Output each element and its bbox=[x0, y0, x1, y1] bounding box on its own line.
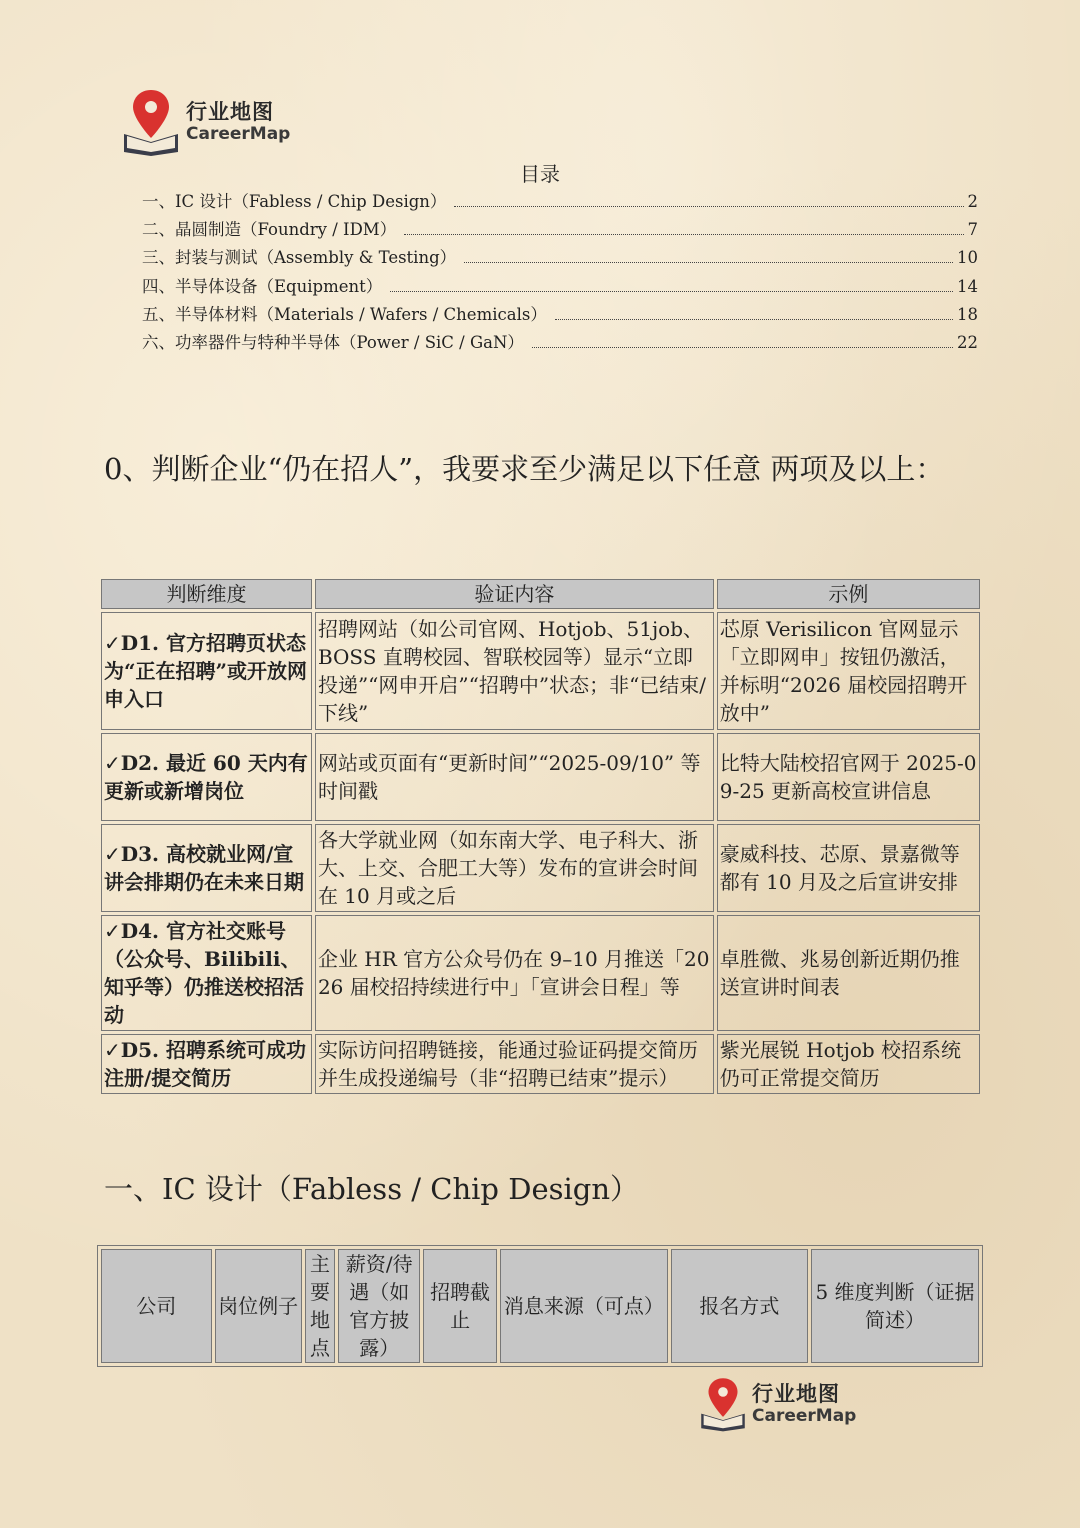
toc-item-page: 2 bbox=[967, 192, 978, 211]
section0-heading: 0、判断企业“仍在招人”，我要求至少满足以下任意 两项及以上： bbox=[104, 452, 945, 486]
toc-item-label: 一、IC 设计（Fabless / Chip Design） bbox=[142, 192, 447, 211]
dimension-cell bbox=[101, 824, 312, 912]
example-cell: 紫光展锐 Hotjob 校招系统仍可正常提交简历 bbox=[717, 1034, 980, 1094]
toc-item-page: 18 bbox=[957, 304, 978, 324]
dimension-cell bbox=[101, 915, 312, 1031]
example-cell: 比特大陆校招官网于 2025-09-25 更新高校宣讲信息 bbox=[717, 733, 980, 821]
logo-cn-text: 行业地图 bbox=[186, 100, 274, 124]
logo-en-text: CareerMap bbox=[186, 124, 291, 144]
toc-item[interactable] bbox=[142, 329, 978, 357]
toc-item[interactable] bbox=[142, 216, 978, 244]
toc-item[interactable] bbox=[142, 188, 978, 216]
content-cell: 实际访问招聘链接，能通过验证码提交简历并生成投递编号（非“招聘已结束”提示） bbox=[315, 1034, 714, 1094]
toc-item-label: 四、半导体设备（Equipment） bbox=[142, 276, 383, 296]
column-header: 公司 bbox=[101, 1249, 212, 1363]
example-cell: 卓胜微、兆易创新近期仍推送宣讲时间表 bbox=[717, 915, 980, 1031]
checkmark-icon: ✓ bbox=[104, 919, 121, 943]
content-cell: 企业 HR 官方公众号仍在 9–10 月推送「2026 届校招持续进行中」「宣讲会日程」等 bbox=[315, 915, 714, 1031]
table-row bbox=[101, 1034, 980, 1094]
checkmark-icon: ✓ bbox=[104, 842, 121, 866]
toc-item-label: 三、封装与测试（Assembly & Testing） bbox=[142, 248, 457, 268]
dimension-label: D2. 最近 60 天内有更新或新增岗位 bbox=[104, 751, 308, 803]
table-header-row bbox=[101, 579, 980, 609]
table-row bbox=[101, 612, 980, 730]
column-header: 示例 bbox=[717, 579, 980, 609]
criteria-table bbox=[98, 576, 983, 1097]
column-header: 5 维度判断（证据简述） bbox=[811, 1249, 979, 1363]
toc-item-page: 14 bbox=[957, 276, 978, 296]
toc-item-label: 六、功率器件与特种半导体（Power / SiC / GaN） bbox=[142, 332, 524, 352]
toc-item-label: 五、半导体材料（Materials / Wafers / Chemicals） bbox=[142, 304, 547, 324]
toc-leader-dots bbox=[390, 290, 953, 292]
toc-item-page: 7 bbox=[967, 220, 978, 240]
logo-en-text: CareerMap bbox=[752, 1406, 857, 1426]
table-header-row bbox=[101, 1249, 979, 1363]
toc-title: 目录 bbox=[520, 162, 560, 186]
dimension-label: D3. 高校就业网/宣讲会排期仍在未来日期 bbox=[104, 842, 304, 894]
toc-item[interactable] bbox=[142, 301, 978, 329]
table-row bbox=[101, 733, 980, 821]
column-header: 岗位例子 bbox=[215, 1249, 302, 1363]
dimension-label: D4. 官方社交账号（公众号、Bilibili、知乎等）仍推送校招活动 bbox=[104, 919, 304, 1027]
careermap-logo bbox=[120, 88, 290, 156]
table-row bbox=[101, 824, 980, 912]
content-cell: 招聘网站（如公司官网、Hotjob、51job、BOSS 直聘校园、智联校园等）显示“立即投递”“网申开启”“招聘中”状态；非“已结束/下线” bbox=[315, 612, 714, 730]
toc-leader-dots bbox=[532, 346, 953, 348]
table-of-contents bbox=[142, 188, 978, 357]
content-cell: 各大学就业网（如东南大学、电子科大、浙大、上交、合肥工大等）发布的宣讲会时间在 10 月或之后 bbox=[315, 824, 714, 912]
dimension-cell bbox=[101, 1034, 312, 1094]
map-pin-book-icon bbox=[120, 88, 182, 156]
careermap-logo-footer bbox=[698, 1376, 856, 1432]
toc-leader-dots bbox=[464, 261, 953, 263]
section1-heading: 一、IC 设计（Fabless / Chip Design） bbox=[104, 1172, 640, 1206]
ic-design-table bbox=[97, 1245, 983, 1367]
toc-item[interactable] bbox=[142, 273, 978, 301]
column-header: 薪资/待遇（如官方披露） bbox=[338, 1249, 420, 1363]
column-header: 判断维度 bbox=[101, 579, 312, 609]
example-cell: 芯原 Verisilicon 官网显示「立即网申」按钮仍激活，并标明“2026 届校园招聘开放中” bbox=[717, 612, 980, 730]
column-header: 报名方式 bbox=[671, 1249, 808, 1363]
toc-item[interactable] bbox=[142, 244, 978, 272]
table-row bbox=[101, 915, 980, 1031]
toc-leader-dots bbox=[404, 233, 963, 235]
column-header: 招聘截止 bbox=[423, 1249, 497, 1363]
toc-leader-dots bbox=[454, 205, 963, 207]
column-header: 消息来源（可点） bbox=[500, 1249, 668, 1363]
toc-leader-dots bbox=[555, 318, 953, 320]
content-cell: 网站或页面有“更新时间”“2025-09/10” 等时间戳 bbox=[315, 733, 714, 821]
checkmark-icon: ✓ bbox=[104, 751, 121, 775]
column-header: 验证内容 bbox=[315, 579, 714, 609]
toc-item-label: 二、晶圆制造（Foundry / IDM） bbox=[142, 220, 397, 240]
dimension-cell bbox=[101, 612, 312, 730]
toc-item-page: 10 bbox=[957, 248, 978, 268]
dimension-cell bbox=[101, 733, 312, 821]
column-header: 主要地点 bbox=[305, 1249, 336, 1363]
logo-cn-text: 行业地图 bbox=[752, 1382, 840, 1406]
dimension-label: D1. 官方招聘页状态为“正在招聘”或开放网申入口 bbox=[104, 631, 308, 711]
checkmark-icon: ✓ bbox=[104, 1038, 121, 1062]
example-cell: 豪威科技、芯原、景嘉微等都有 10 月及之后宣讲安排 bbox=[717, 824, 980, 912]
toc-item-page: 22 bbox=[957, 332, 978, 352]
checkmark-icon: ✓ bbox=[104, 631, 121, 655]
map-pin-book-icon bbox=[698, 1376, 748, 1432]
dimension-label: D5. 招聘系统可成功注册/提交简历 bbox=[104, 1038, 306, 1090]
